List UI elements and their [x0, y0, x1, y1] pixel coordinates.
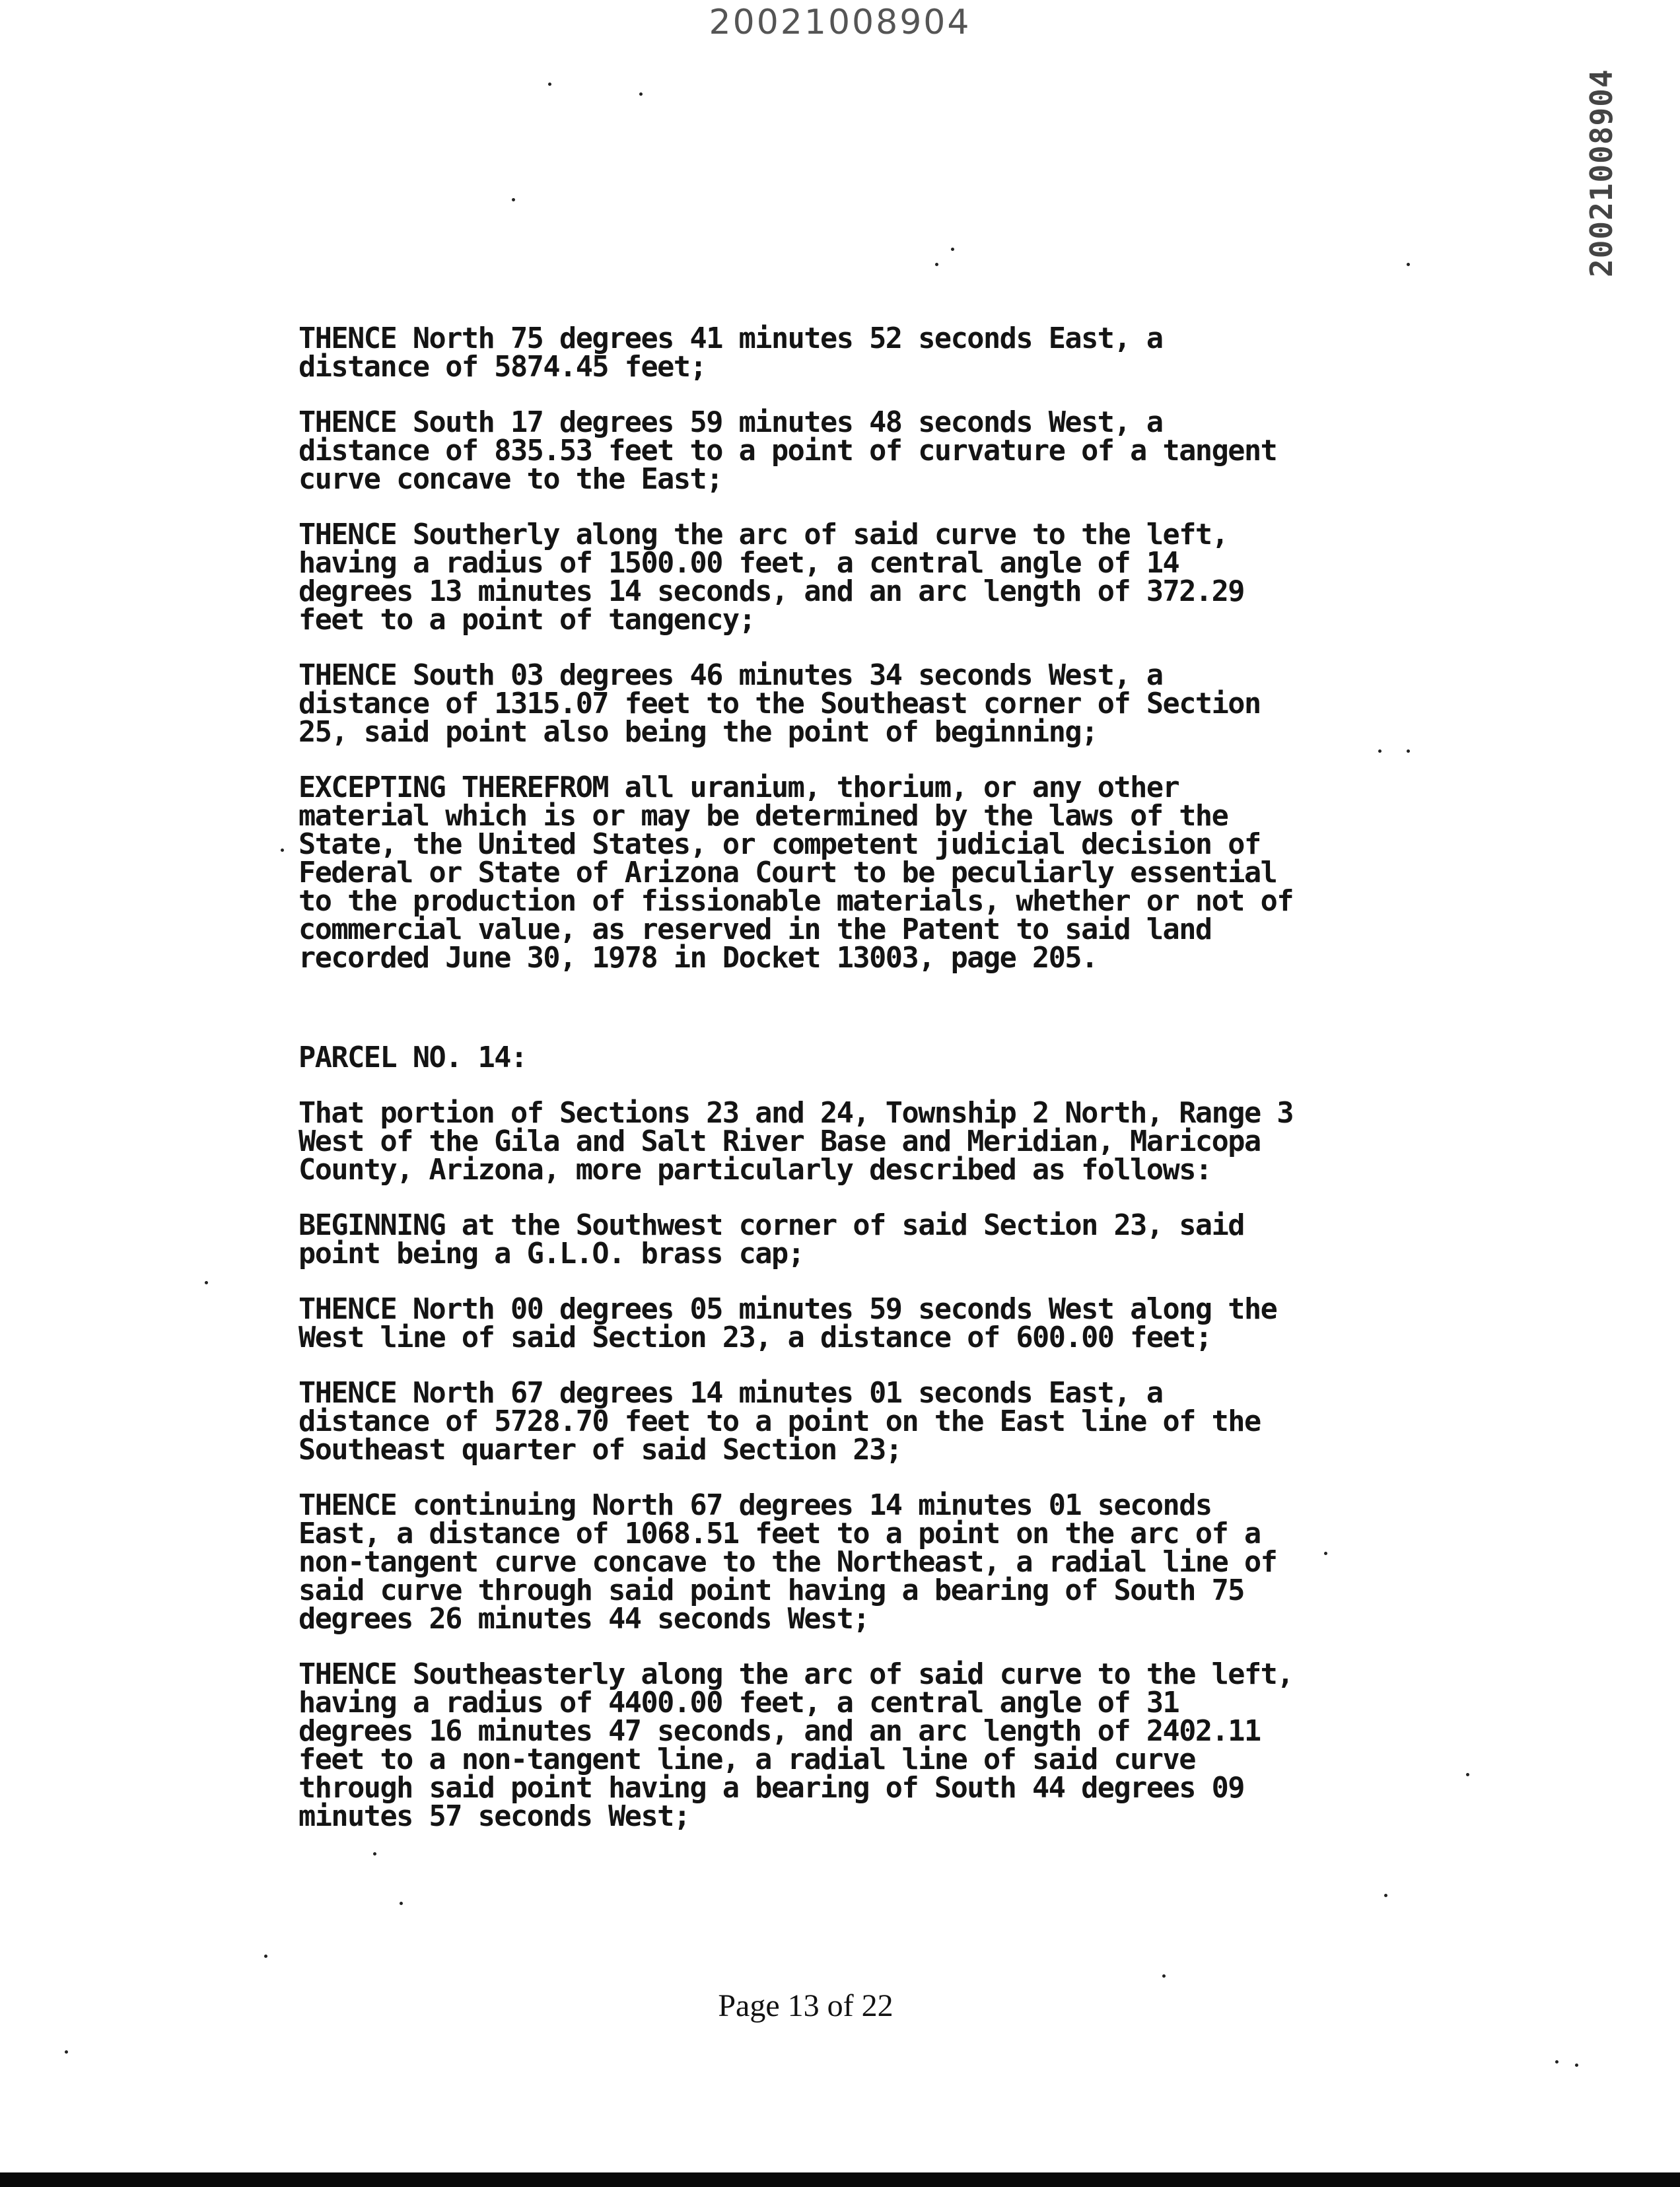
- scan-speck: [951, 248, 954, 251]
- scan-speck: [65, 2050, 68, 2054]
- scan-speck: [548, 83, 551, 86]
- scan-speck: [1384, 1894, 1387, 1897]
- scan-speck: [1407, 749, 1410, 753]
- scan-speck: [1162, 1974, 1166, 1978]
- side-recording-stamp: 20021008904: [1584, 69, 1619, 277]
- scan-speck: [639, 92, 643, 96]
- scan-speck: [1324, 1552, 1327, 1555]
- parcel-paragraph-6: THENCE Southeasterly along the arc of said curve to the left, having a radius of 4400.00 feet, a central angle of 31 degrees 16 minutes 47 seconds, and an arc length of 2402.11 feet to a non-tangent line, a radial line of said curve through said point having a bearing of South 44 degrees 09 minutes 57 seconds West;: [298, 1658, 1294, 1833]
- parcel-paragraph-5: THENCE continuing North 67 degrees 14 minutes 01 seconds East, a distance of 1068.51 feet to a point on the arc of a non-tangent curve concave to the Northeast, a radial line of said curve through said point having a bearing of South 75 degrees 26 minutes 44 seconds West;: [298, 1489, 1277, 1636]
- page-number: Page 13 of 22: [718, 1988, 893, 2023]
- scan-speck: [373, 1852, 376, 1856]
- course-paragraph-2: THENCE South 17 degrees 59 minutes 48 seconds West, a distance of 835.53 feet to a point of curvature of a tangent curve concave to the East;: [298, 406, 1277, 496]
- scan-speck: [1575, 2064, 1578, 2067]
- scan-speck: [1407, 263, 1410, 266]
- parcel-heading: PARCEL NO. 14:: [298, 1041, 527, 1074]
- course-paragraph-1: THENCE North 75 degrees 41 minutes 52 seconds East, a distance of 5874.45 feet;: [298, 322, 1163, 384]
- course-paragraph-3: THENCE Southerly along the arc of said curve to the left, having a radius of 1500.00 feet, a central angle of 14 degrees 13 minutes 14 seconds, and an arc length of 372.29 feet to a point of tangency;: [298, 518, 1244, 637]
- parcel-paragraph-3: THENCE North 00 degrees 05 minutes 59 seconds West along the West line of said Section 23, a distance of 600.00 feet;: [298, 1293, 1277, 1354]
- scan-speck: [1555, 2060, 1558, 2064]
- parcel-paragraph-4: THENCE North 67 degrees 14 minutes 01 seconds East, a distance of 5728.70 feet to a point on the East line of the Southeast quarter of said Section 23;: [298, 1377, 1261, 1467]
- scan-speck: [264, 1955, 267, 1958]
- scan-speck: [281, 849, 284, 852]
- parcel-paragraph-1: That portion of Sections 23 and 24, Township 2 North, Range 3 West of the Gila and Salt River Base and Meridian, Maricopa County, Arizona, more particularly described as follows:: [298, 1097, 1294, 1187]
- scan-speck: [512, 198, 515, 201]
- scan-bottom-border: [0, 2172, 1680, 2187]
- scan-speck: [400, 1902, 403, 1905]
- exception-paragraph: EXCEPTING THEREFROM all uranium, thorium, or any other material which is or may be determined by the laws of the State, the United States, or competent judicial decision of Federal or State of Arizona Court to be peculiarly essential to the production of fissionable materials, whether or not of commercial value, as reserved in the Patent to said land recorded June 30, 1978 in Docket 13003, page 205.: [298, 771, 1294, 975]
- scan-speck: [1466, 1773, 1469, 1776]
- scan-speck: [1378, 749, 1382, 753]
- parcel-paragraph-2: BEGINNING at the Southwest corner of said Section 23, said point being a G.L.O. brass cap;: [298, 1209, 1244, 1270]
- scan-speck: [935, 263, 938, 266]
- document-number: 20021008904: [709, 3, 971, 42]
- scan-speck: [205, 1281, 208, 1284]
- legal-description: [298, 322, 1461, 1858]
- course-paragraph-4: THENCE South 03 degrees 46 minutes 34 seconds West, a distance of 1315.07 feet to the Southeast corner of Section 25, said point also being the point of beginning;: [298, 659, 1261, 749]
